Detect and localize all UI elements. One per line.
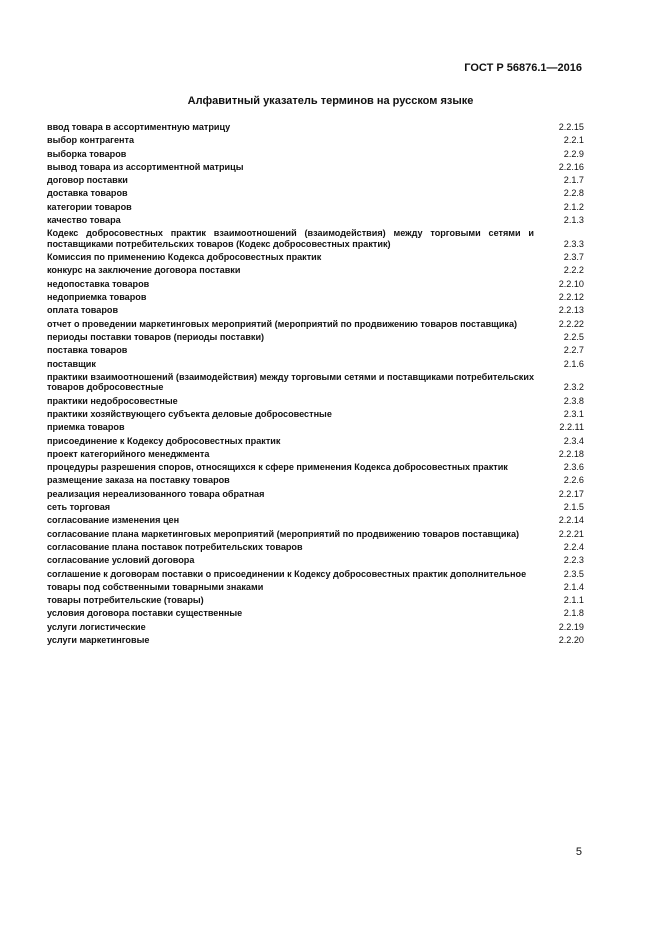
- index-term: ввод товара в ассортиментную матрицу: [47, 122, 231, 132]
- index-entry: [47, 529, 584, 540]
- index-entry: [47, 202, 584, 213]
- index-term: практики хозяйствующего субъекта деловые добросовестные: [47, 408, 332, 419]
- index-ref: 2.1.5: [563, 502, 584, 513]
- index-entry: [47, 228, 584, 249]
- index-term: Кодекс добросовестных практик взаимоотношений (взаимодействия) между торговыми сетями и поставщиками потребительских товаров (Кодекс добросовестных практик): [47, 228, 534, 249]
- index-ref: 2.3.8: [563, 395, 584, 406]
- index-term: выборка товаров: [47, 148, 127, 159]
- index-entry: [47, 542, 584, 553]
- index-term: процедуры разрешения споров, относящихся к сфере применения Кодекса добросовестных практик: [47, 462, 508, 473]
- index-ref: 2.2.13: [558, 305, 584, 316]
- index-entry: [47, 595, 584, 606]
- index-term: периоды поставки товаров (периоды поставки): [47, 331, 265, 342]
- index-ref: 2.2.21: [558, 528, 584, 539]
- index-entry: [47, 345, 584, 356]
- index-entry: [47, 635, 584, 646]
- index-ref: 2.3.5: [563, 568, 584, 579]
- index-term: договор поставки: [47, 175, 128, 186]
- index-term: соглашение к договорам поставки о присоединении к Кодексу добросовестных практик дополнительное: [47, 568, 527, 579]
- index-ref: 2.2.16: [558, 161, 584, 172]
- index-entry: [47, 422, 584, 433]
- index-term: категории товаров: [47, 201, 132, 212]
- index-ref: 2.3.7: [563, 252, 584, 263]
- index-entry: [47, 305, 584, 316]
- index-ref: 2.3.4: [563, 435, 584, 446]
- index-entry: [47, 252, 584, 263]
- index-ref: 2.2.1: [563, 135, 584, 146]
- index-entry: [47, 555, 584, 566]
- index-entry: [47, 569, 584, 580]
- index-term: размещение заказа на поставку товаров: [47, 475, 230, 486]
- index-ref: 2.2.20: [558, 634, 584, 645]
- index-entry: [47, 332, 584, 343]
- index-entry: [47, 462, 584, 473]
- index-entry: [47, 396, 584, 407]
- index-ref: 2.2.11: [559, 422, 584, 433]
- index-entry: [47, 215, 584, 226]
- index-entry: [47, 489, 584, 500]
- index-term: доставка товаров: [47, 188, 128, 199]
- index-entry: [47, 372, 584, 393]
- index-term: товары под собственными товарными знаками: [47, 581, 264, 592]
- index-ref: 2.2.8: [563, 188, 584, 199]
- index-term: Комиссия по применению Кодекса добросовестных практик: [47, 252, 322, 263]
- index-term: вывод товара из ассортиментной матрицы: [47, 161, 244, 172]
- index-ref: 2.1.8: [563, 608, 584, 619]
- index-ref: 2.2.17: [558, 488, 584, 499]
- index-ref: 2.3.1: [563, 408, 584, 419]
- index-term: выбор контрагента: [47, 135, 135, 146]
- index-term: услуги логистические: [47, 621, 146, 632]
- index-entry: [47, 279, 584, 290]
- index-term: отчет о проведении маркетинговых мероприятий (мероприятий по продвижению товаров поставщика): [47, 318, 518, 329]
- index-entry: [47, 122, 584, 133]
- index-term: практики недобросовестные: [47, 395, 178, 406]
- index-ref: 2.1.6: [563, 358, 584, 369]
- index-term: согласование плана поставок потребительских товаров: [47, 541, 303, 552]
- index-entry: [47, 436, 584, 447]
- index-entry: [47, 582, 584, 593]
- index-ref: 2.1.3: [563, 215, 584, 226]
- index-entry: [47, 622, 584, 633]
- index-term: поставщик: [47, 358, 96, 369]
- index-entry: [47, 135, 584, 146]
- index-entry: [47, 265, 584, 276]
- index-term: оплата товаров: [47, 305, 119, 316]
- index-ref: 2.2.22: [558, 318, 584, 329]
- index-entry: [47, 502, 584, 513]
- index-ref: 2.3.3: [563, 238, 584, 249]
- index-ref: 2.2.7: [563, 345, 584, 356]
- index-entry: [47, 359, 584, 370]
- index-term: товары потребительские (товары): [47, 595, 204, 606]
- index-term: согласование изменения цен: [47, 515, 180, 526]
- index-term: реализация нереализованного товара обратная: [47, 488, 265, 499]
- index-entry: [47, 449, 584, 460]
- index-entry: [47, 149, 584, 160]
- index-term: условия договора поставки существенные: [47, 608, 243, 619]
- document-code: ГОСТ Р 56876.1—2016: [464, 62, 582, 74]
- index-term: согласование условий договора: [47, 555, 195, 566]
- index-term: услуги маркетинговые: [47, 634, 150, 645]
- index-ref: 2.2.3: [563, 555, 584, 566]
- index-term: недопоставка товаров: [47, 278, 150, 289]
- index-entry: [47, 319, 584, 330]
- index-ref: 2.2.18: [558, 448, 584, 459]
- index-ref: 2.1.7: [563, 175, 584, 186]
- index-term: конкурс на заключение договора поставки: [47, 265, 241, 276]
- index-entry: [47, 515, 584, 526]
- index-ref: 2.2.15: [558, 122, 584, 132]
- index-ref: 2.3.2: [563, 382, 584, 393]
- index-entry: [47, 292, 584, 303]
- page-number: 5: [575, 846, 582, 858]
- index-term: качество товара: [47, 215, 121, 226]
- index-term: недоприемка товаров: [47, 292, 147, 303]
- index-ref: 2.2.19: [558, 621, 584, 632]
- index-entry: [47, 175, 584, 186]
- index-term: практики взаимоотношений (взаимодействия) между торговыми сетями и поставщиками потребительских товаров добросовестные: [47, 371, 534, 393]
- index-ref: 2.2.2: [563, 265, 584, 276]
- index-ref: 2.2.6: [563, 475, 584, 486]
- index-ref: 2.2.4: [563, 541, 584, 552]
- index-ref: 2.1.1: [563, 595, 584, 606]
- index-entry: [47, 475, 584, 486]
- index-term: сеть торговая: [47, 502, 111, 513]
- index-entry: [47, 409, 584, 420]
- index-entry: [47, 188, 584, 199]
- index-ref: 2.2.10: [558, 278, 584, 289]
- index-term: согласование плана маркетинговых мероприятий (мероприятий по продвижению товаров поставщика): [47, 528, 520, 539]
- index-ref: 2.2.9: [563, 148, 584, 159]
- index-ref: 2.1.2: [563, 201, 584, 212]
- index-ref: 2.2.14: [558, 515, 584, 526]
- index-entry: [47, 608, 584, 619]
- index-term: проект категорийного менеджмента: [47, 448, 210, 459]
- index-term: поставка товаров: [47, 345, 128, 356]
- term-index: [47, 122, 584, 648]
- index-term: приемка товаров: [47, 422, 125, 433]
- index-term: присоединение к Кодексу добросовестных практик: [47, 435, 281, 446]
- index-ref: 2.3.6: [563, 462, 584, 473]
- index-ref: 2.2.12: [558, 292, 584, 303]
- index-title: Алфавитный указатель терминов на русском языке: [187, 95, 474, 107]
- index-ref: 2.1.4: [563, 581, 584, 592]
- index-ref: 2.2.5: [563, 331, 584, 342]
- index-entry: [47, 162, 584, 173]
